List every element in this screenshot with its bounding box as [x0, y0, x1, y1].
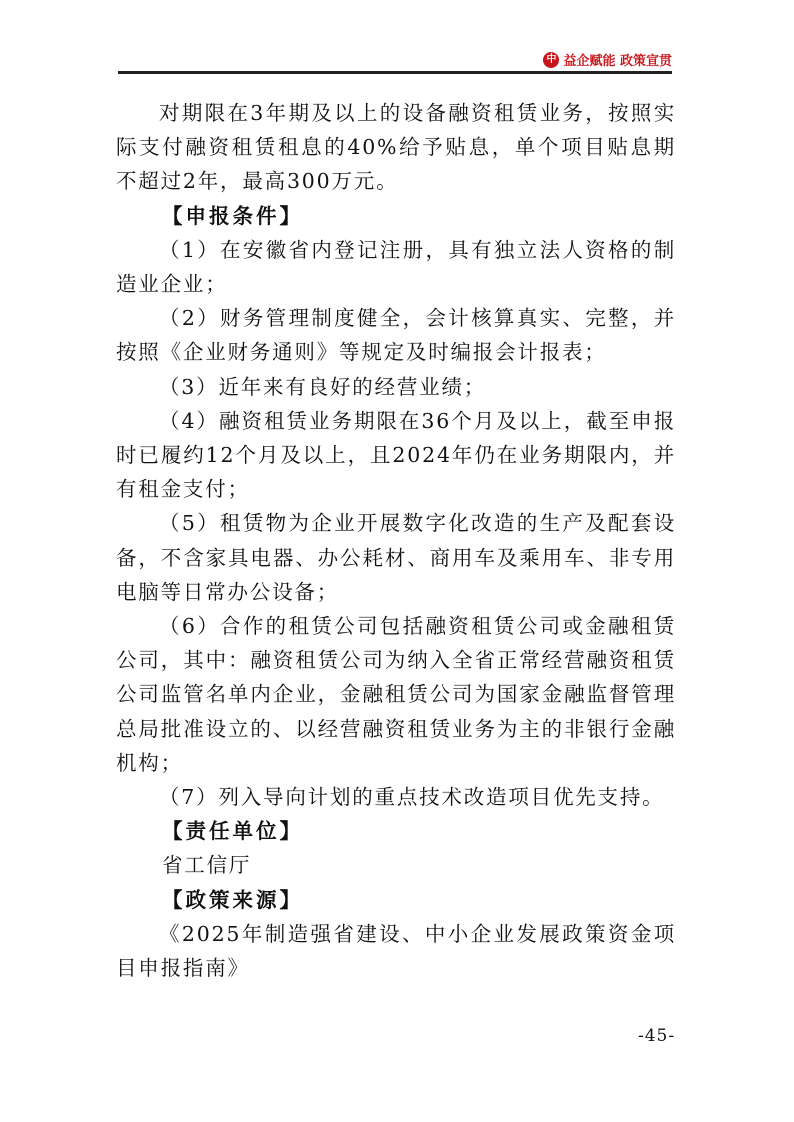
condition-item-5: （5）租赁物为企业开展数字化改造的生产及配套设备，不含家具电器、办公耗材、商用车及乘用车、非专用电脑等日常办公设备； — [116, 511, 676, 604]
page-header — [118, 46, 672, 72]
condition-item-4: （4）融资租赁业务期限在36个月及以上，截至申报时已履约12个月及以上，且2024年仍在业务期限内，并有租金支付； — [116, 408, 676, 502]
header-logo — [543, 50, 672, 69]
responsible-unit: 省工信厅 — [162, 853, 252, 878]
condition-item-3: （3）近年来有良好的经营业绩； — [159, 374, 487, 399]
condition-item-7: （7）列入导向计划的重点技术改造项目优先支持。 — [159, 785, 665, 810]
document-body — [116, 96, 676, 985]
section-heading-responsible: 【责任单位】 — [162, 819, 303, 844]
logo-text: 益企赋能 政策宣贯 — [563, 54, 672, 69]
section-heading-source: 【政策来源】 — [162, 887, 303, 912]
section-heading-conditions: 【申报条件】 — [162, 203, 303, 228]
condition-item-6: （6）合作的租赁公司包括融资租赁公司或金融租赁公司，其中：融资租赁公司为纳入全省正常经营融资租赁公司监管名单内企业，金融租赁公司为国家金融监督管理总局批准设立的、以经营融资租赁业务为主的非银行金融机构； — [116, 614, 676, 775]
header-divider — [118, 71, 672, 74]
condition-item-1: （1）在安徽省内登记注册，具有独立法人资格的制造业企业； — [116, 237, 676, 297]
page-number: -45- — [638, 1026, 676, 1046]
logo-icon: 中 — [543, 52, 559, 68]
intro-paragraph: 对期限在3年期及以上的设备融资租赁业务，按照实际支付融资租赁租息的40%给予贴息，单个项目贴息期不超过2年，最高300万元。 — [116, 101, 676, 194]
policy-source: 《2025年制造强省建设、中小企业发展政策资金项目申报指南》 — [116, 921, 676, 981]
condition-item-2: （2）财务管理制度健全，会计核算真实、完整，并按照《企业财务通则》等规定及时编报会计报表； — [116, 306, 676, 365]
